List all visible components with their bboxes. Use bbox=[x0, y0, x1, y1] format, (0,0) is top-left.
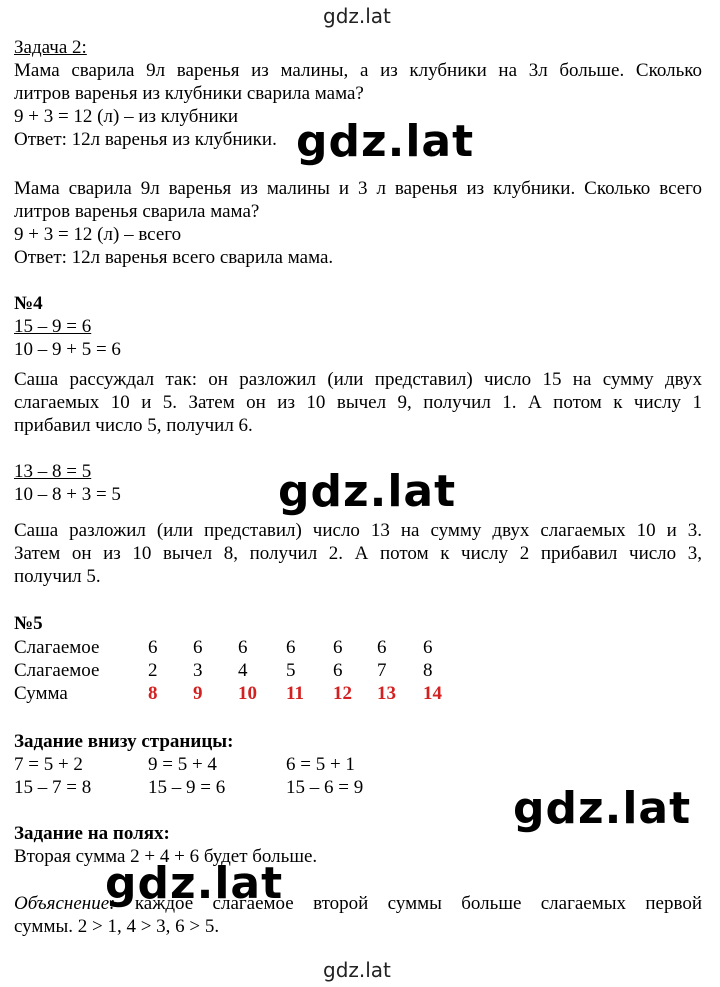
n5-row2-label: Слагаемое bbox=[14, 660, 100, 681]
n5-sum-cell: 14 bbox=[423, 683, 442, 704]
n5-cell: 4 bbox=[238, 660, 248, 681]
bottom-eq: 9 = 5 + 4 bbox=[148, 754, 217, 775]
n5-sum-cell: 10 bbox=[238, 683, 257, 704]
n5-cell: 6 bbox=[333, 637, 343, 658]
n5-cell: 6 bbox=[148, 637, 158, 658]
margin-task-title: Задание на полях: bbox=[14, 823, 170, 844]
n5-sum-cell: 12 bbox=[333, 683, 352, 704]
task2-answer1: Ответ: 12л варенья из клубники. bbox=[14, 129, 277, 150]
task2-problem1-line1: Мама сварила 9л варенья из малины, а из клубники на 3л больше. Сколько bbox=[14, 60, 702, 81]
task2-calc2: 9 + 3 = 12 (л) – всего bbox=[14, 224, 182, 245]
task2-problem2-line2: литров варенья сварила мама? bbox=[14, 201, 260, 222]
n5-sum-cell: 8 bbox=[148, 683, 158, 704]
task2-problem1-line2: литров варенья из клубники сварила мама? bbox=[14, 83, 364, 104]
watermark: gdz.lat bbox=[513, 783, 692, 834]
watermark: gdz.lat bbox=[278, 466, 457, 517]
n4-eq3: 13 – 8 = 5 bbox=[14, 461, 92, 482]
task2-calc1: 9 + 3 = 12 (л) – из клубники bbox=[14, 106, 239, 127]
n5-cell: 8 bbox=[423, 660, 433, 681]
n4-text2-line2: Затем он из 10 вычел 8, получил 2. А потом к числу 2 прибавил число 3, bbox=[14, 543, 702, 564]
n5-cell: 6 bbox=[423, 637, 433, 658]
n5-cell: 5 bbox=[286, 660, 296, 681]
n5-cell: 6 bbox=[193, 637, 203, 658]
n5-row3-label: Сумма bbox=[14, 683, 68, 704]
bottom-eq: 7 = 5 + 2 bbox=[14, 754, 83, 775]
task2-answer2: Ответ: 12л варенья всего сварила мама. bbox=[14, 247, 334, 268]
n4-text1-line1: Саша рассуждал так: он разложил (или представил) число 15 на сумму двух bbox=[14, 369, 702, 390]
n4-text2-line3: получил 5. bbox=[14, 566, 101, 587]
n4-eq2: 10 – 9 + 5 = 6 bbox=[14, 339, 121, 360]
bottom-eq: 6 = 5 + 1 bbox=[286, 754, 355, 775]
explanation-text: каждое слагаемое второй суммы больше слагаемых первой bbox=[115, 893, 702, 914]
n4-text1-line2: слагаемых 10 и 5. Затем он из 10 вычел 9, получил 1. А потом к числу 1 bbox=[14, 392, 702, 413]
n5-cell: 6 bbox=[286, 637, 296, 658]
n5-cell: 6 bbox=[377, 637, 387, 658]
n4-eq4: 10 – 8 + 3 = 5 bbox=[14, 484, 121, 505]
n5-cell: 2 bbox=[148, 660, 158, 681]
explanation-line2: суммы. 2 > 1, 4 > 3, 6 > 5. bbox=[14, 916, 220, 937]
n4-text2-line1: Саша разложил (или представил) число 13 на сумму двух слагаемых 10 и 3. bbox=[14, 520, 702, 541]
n5-row1-label: Слагаемое bbox=[14, 637, 100, 658]
margin-task-text: Вторая сумма 2 + 4 + 6 будет больше. bbox=[14, 846, 318, 867]
bottom-eq: 15 – 7 = 8 bbox=[14, 777, 92, 798]
n5-cell: 6 bbox=[333, 660, 343, 681]
bottom-task-title: Задание внизу страницы: bbox=[14, 731, 234, 752]
task2-title: Задача 2: bbox=[14, 37, 87, 58]
task2-problem2-line1: Мама сварила 9л варенья из малины и 3 л варенья из клубники. Сколько всего bbox=[14, 178, 702, 199]
n4-title: №4 bbox=[14, 293, 43, 314]
n5-sum-cell: 11 bbox=[286, 683, 304, 704]
watermark: gdz.lat bbox=[105, 858, 284, 909]
n5-title: №5 bbox=[14, 613, 43, 634]
n5-sum-cell: 9 bbox=[193, 683, 203, 704]
site-footer: gdz.lat bbox=[323, 958, 391, 982]
n5-cell: 7 bbox=[377, 660, 387, 681]
n5-sum-cell: 13 bbox=[377, 683, 396, 704]
bottom-eq: 15 – 9 = 6 bbox=[148, 777, 226, 798]
n4-text1-line3: прибавил число 5, получил 6. bbox=[14, 415, 253, 436]
explanation-label: Объяснение: bbox=[14, 893, 116, 914]
site-header: gdz.lat bbox=[323, 4, 391, 28]
n4-eq1: 15 – 9 = 6 bbox=[14, 316, 92, 337]
watermark: gdz.lat bbox=[296, 116, 475, 167]
n5-cell: 3 bbox=[193, 660, 203, 681]
n5-cell: 6 bbox=[238, 637, 248, 658]
bottom-eq: 15 – 6 = 9 bbox=[286, 777, 364, 798]
